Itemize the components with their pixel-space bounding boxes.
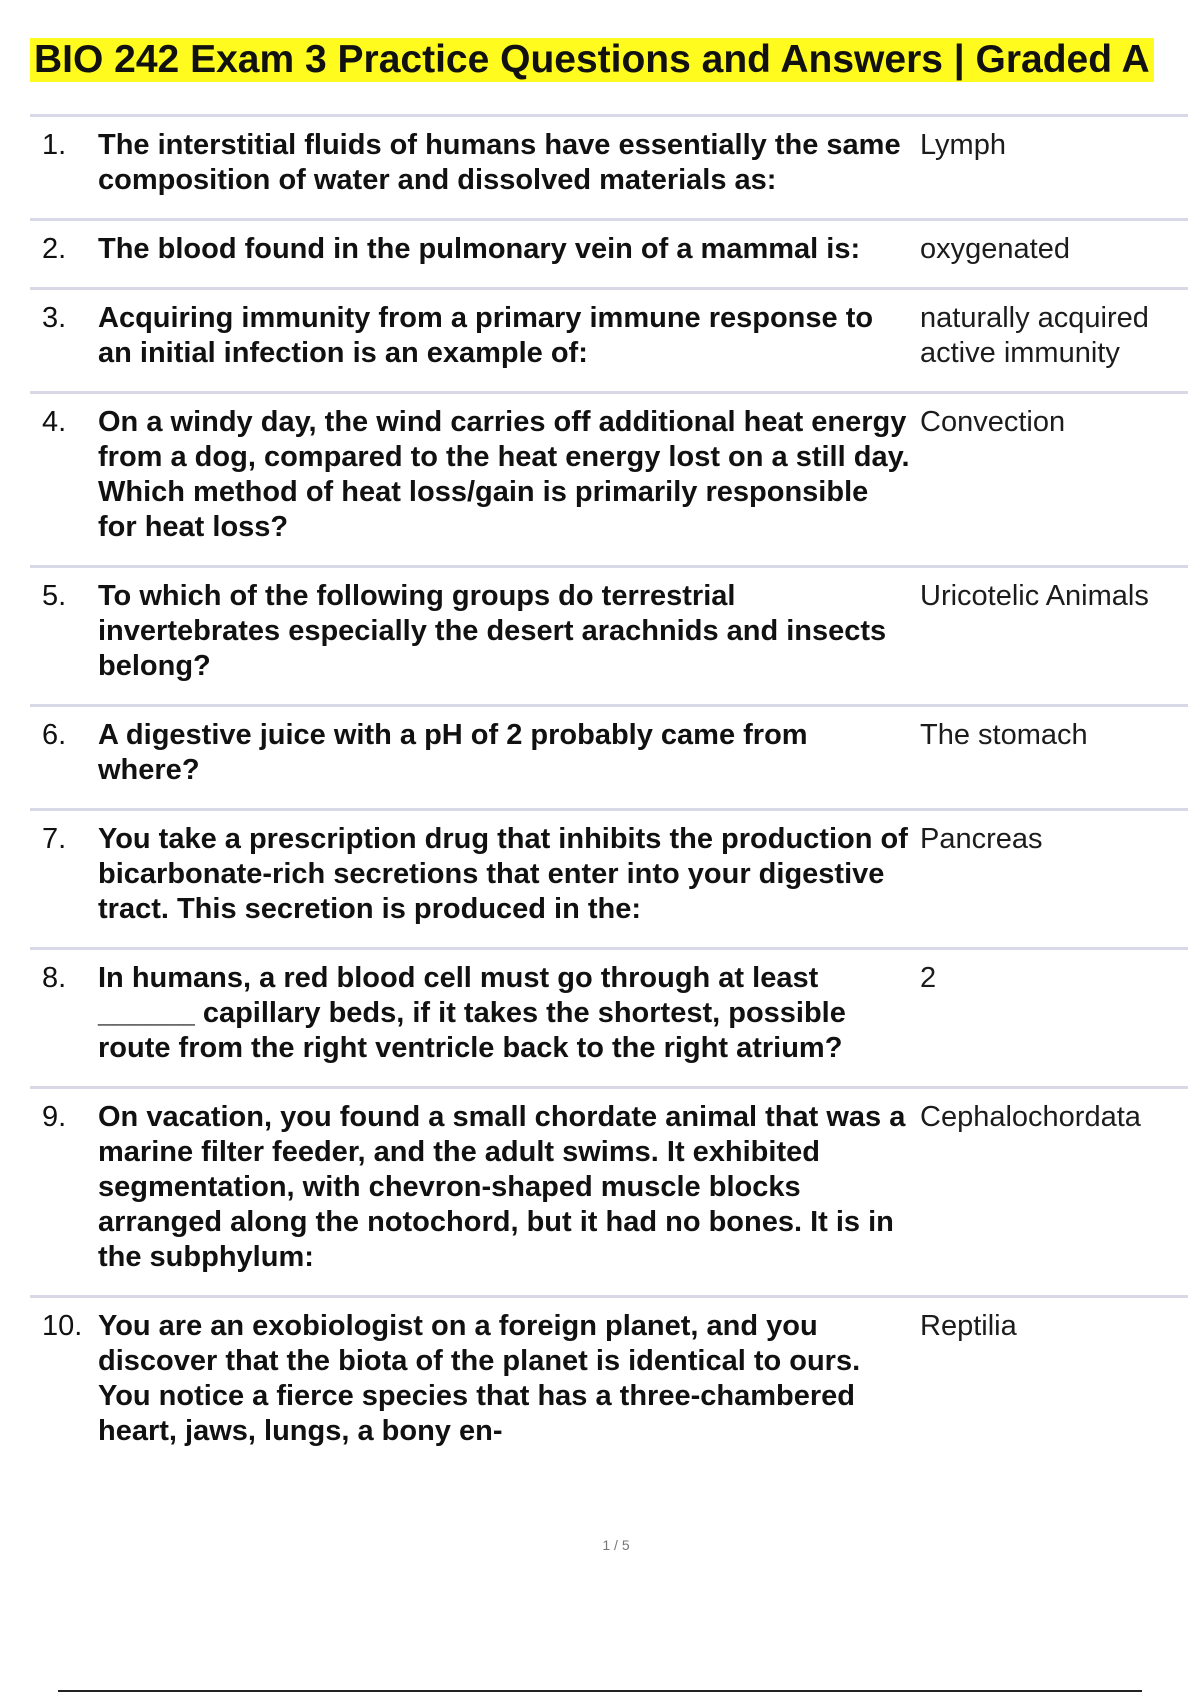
- question-item-8: [30, 947, 1188, 1086]
- answer-text: Convection: [920, 406, 1066, 438]
- answer-text: oxygenated: [920, 233, 1070, 265]
- answer-text: Uricotelic Animals: [920, 580, 1149, 612]
- question-item-10: [30, 1295, 1188, 1469]
- question-number: 7.: [42, 823, 67, 855]
- question-item-5: [30, 565, 1188, 704]
- question-text: You take a prescription drug that inhibits the production of bicarbonate-rich secretions that enter into your digestive tract. This secretion is produced in the:: [98, 823, 908, 925]
- answer-text: The stomach: [920, 719, 1088, 751]
- page-title: BIO 242 Exam 3 Practice Questions and Answers | Graded A: [30, 38, 1154, 82]
- answer-text: Lymph: [920, 129, 1006, 161]
- answer-text: Reptilia: [920, 1310, 1017, 1342]
- answer-text: 2: [920, 962, 937, 994]
- question-text: To which of the following groups do terrestrial invertebrates especially the desert arachnids and insects belong?: [98, 580, 887, 682]
- question-number: 1.: [42, 129, 67, 161]
- question-item-9: [30, 1086, 1188, 1295]
- question-item-2: [30, 218, 1188, 287]
- question-number: 8.: [42, 962, 67, 994]
- question-text: In humans, a red blood cell must go through at least ______ capillary beds, if it takes the shortest, possible route from the right ventricle back to the right atrium?: [98, 962, 846, 1064]
- question-item-1: [30, 114, 1188, 218]
- question-text: The interstitial fluids of humans have essentially the same composition of water and dissolved materials as:: [98, 129, 901, 196]
- answer-text: naturally acquired active immunity: [920, 302, 1149, 369]
- question-item-4: [30, 391, 1188, 565]
- question-item-6: [30, 704, 1188, 808]
- footer-divider: [58, 1690, 1142, 1692]
- answer-text: Pancreas: [920, 823, 1043, 855]
- question-text: You are an exobiologist on a foreign planet, and you discover that the biota of the planet is identical to ours. You notice a fierce species that has a three-chambered heart, jaws, lungs, a bony en-: [98, 1310, 861, 1447]
- page-number: 1 / 5: [602, 1537, 630, 1553]
- question-text: The blood found in the pulmonary vein of a mammal is:: [98, 233, 861, 265]
- answer-text: Cephalochordata: [920, 1101, 1141, 1133]
- question-item-3: [30, 287, 1188, 391]
- question-text: A digestive juice with a pH of 2 probably came from where?: [98, 719, 808, 786]
- question-list: [30, 114, 1188, 1469]
- question-item-7: [30, 808, 1188, 947]
- question-text: On a windy day, the wind carries off additional heat energy from a dog, compared to the heat energy lost on a still day. Which method of heat loss/gain is primarily responsible for heat loss?: [98, 406, 910, 543]
- question-number: 2.: [42, 233, 67, 265]
- question-text: On vacation, you found a small chordate animal that was a marine filter feeder, and the adult swims. It exhibited segmentation, with chevron-shaped muscle blocks arranged along the notochord, but it had no bones. It is in the subphylum:: [98, 1101, 906, 1273]
- question-number: 4.: [42, 406, 67, 438]
- question-number: 3.: [42, 302, 67, 334]
- question-number: 9.: [42, 1101, 67, 1133]
- question-number: 10.: [42, 1310, 83, 1342]
- question-number: 6.: [42, 719, 67, 751]
- question-number: 5.: [42, 580, 67, 612]
- question-text: Acquiring immunity from a primary immune response to an initial infection is an example of:: [98, 302, 874, 369]
